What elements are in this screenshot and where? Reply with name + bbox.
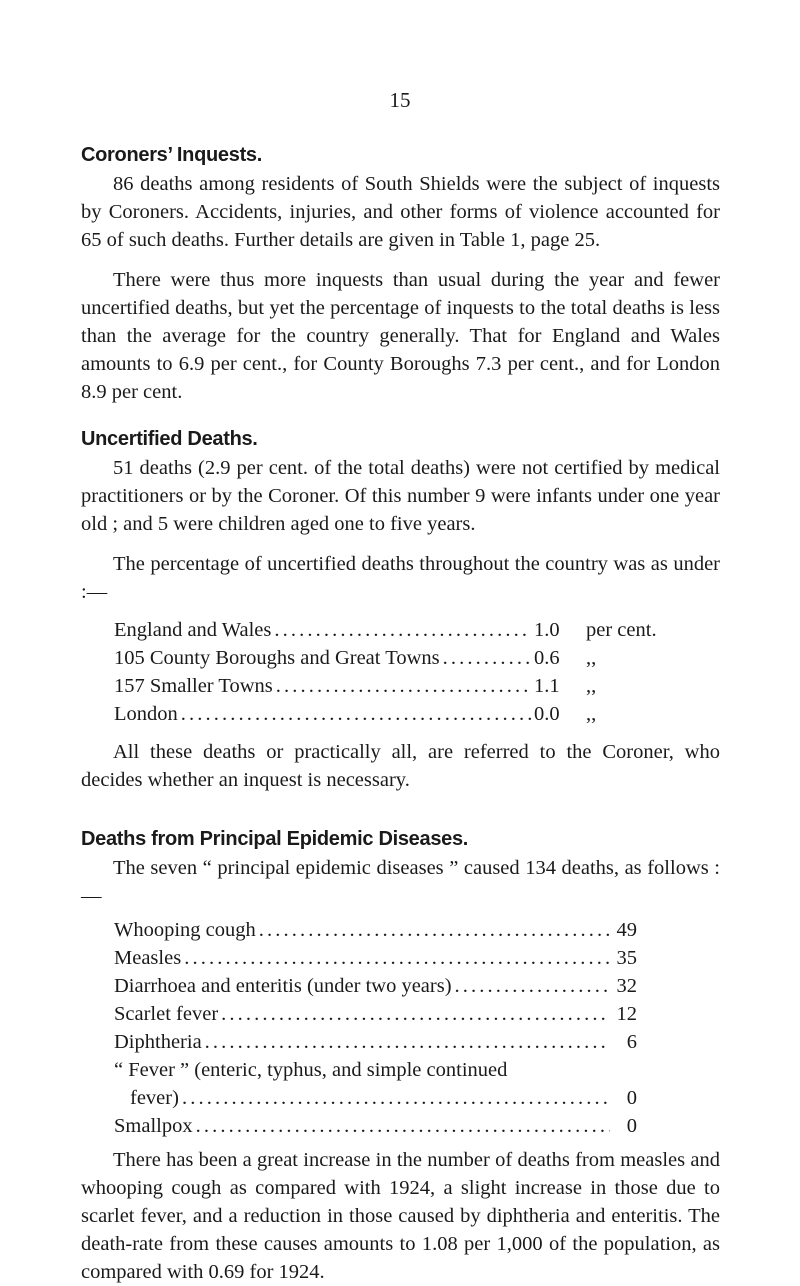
list-item: Scarlet fever . . . 12 (114, 1000, 637, 1028)
list-item: England and Wales . . . 1.0 per cent. (114, 616, 680, 644)
heading-uncertified-deaths: Uncertified Deaths. (81, 428, 258, 450)
list-item: Measles . . . 35 (114, 944, 637, 972)
list-item: Whooping cough . . . 49 (114, 916, 637, 944)
paragraph-epidemic-comparison: There has been a great increase in the number of deaths from measles and whooping cough as compared with 1924, a slight increase in those due to scarlet fever, and a reduction in those caused by diphtheria and enteritis. The death-rate from these causes amounts to 1.08 per 1,000 of the population, as compared with 0.69 for 1924. (81, 1149, 720, 1283)
epidemic-diseases-list (114, 916, 637, 1140)
paragraph-inquests-count: 86 deaths among residents of South Shields were the subject of inquests by Coroners. Accidents, injuries, and other forms of violence accounted for 65 of such deaths. Further details are given in Table 1, page 25. (81, 173, 720, 251)
list-item: Diarrhoea and enteritis (under two years) . . . 32 (114, 972, 637, 1000)
page-number: 15 (389, 88, 411, 112)
list-item: Smallpox . . . 0 (114, 1112, 637, 1140)
heading-coroners-inquests: Coroners’ Inquests. (81, 144, 263, 166)
paragraph-epidemic-intro: The seven “ principal epidemic diseases ” caused 134 deaths, as follows :— (81, 857, 720, 907)
paragraph-uncertified-intro: The percentage of uncertified deaths throughout the country was as under :— (81, 553, 720, 603)
paragraph-referred-to-coroner: All these deaths or practically all, are referred to the Coroner, who decides whether an inquest is necessary. (81, 741, 720, 791)
list-item: 157 Smaller Towns . . . 1.1 ,, (114, 672, 680, 700)
paragraph-uncertified-count: 51 deaths (2.9 per cent. of the total deaths) were not certified by medical practitioners or by the Coroner. Of this number 9 were infants under one year old ; and 5 were children aged one to five years. (81, 457, 720, 535)
list-item-fever: “ Fever ” (enteric, typhus, and simple continued fever) . . . 0 (114, 1056, 637, 1112)
list-item: London . . . 0.0 ,, (114, 700, 680, 728)
list-item: 105 County Boroughs and Great Towns . . . 0.6 ,, (114, 644, 680, 672)
paragraph-inquests-comparison: There were thus more inquests than usual during the year and fewer uncertified deaths, but yet the percentage of inquests to the total deaths is less than the average for the country generally. That for England and Wales amounts to 6.9 per cent., for County Boroughs 7.3 per cent., and for London 8.9 per cent. (81, 269, 720, 403)
list-item: Diphtheria . . . 6 (114, 1028, 637, 1056)
uncertified-rates-list (114, 616, 680, 728)
heading-epidemic-diseases: Deaths from Principal Epidemic Diseases. (81, 828, 469, 850)
